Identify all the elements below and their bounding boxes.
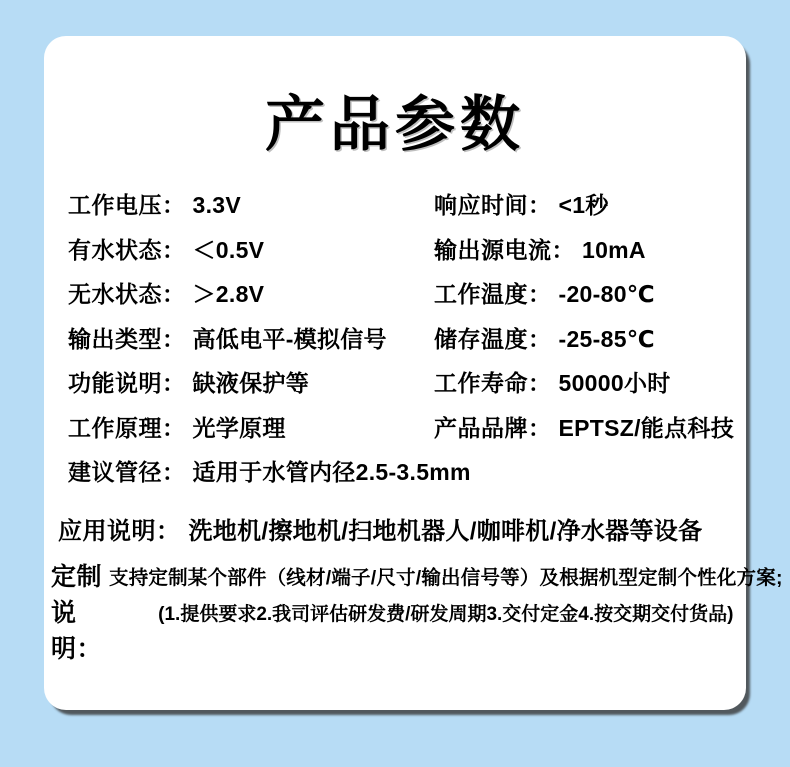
spec-row-response-time [434,187,746,232]
application-note-row [44,511,746,546]
spec-row-working-temperature [434,276,746,321]
spec-value: 缺液保护等 [192,370,309,396]
spec-row-storage-temperature [434,321,746,366]
spec-value: 3.3V [192,192,242,218]
spec-label: 输出源电流： [434,236,575,263]
spec-value: 光学原理 [192,414,286,441]
application-value: 洗地机/擦地机/扫地机器人/咖啡机/净水器等设备 [188,517,703,545]
spec-row-working-lifetime [434,365,746,410]
product-parameters-card [44,36,783,710]
spec-value: 高低电平-模拟信号 [192,325,387,352]
spec-row-output-source-current [434,232,746,277]
spec-label: 输出类型： [68,325,186,352]
spec-value: -20-80℃ [558,281,655,307]
spec-label: 响应时间： [434,192,552,218]
spec-label: 储存温度： [434,325,552,352]
application-label: 应用说明： [58,517,181,545]
spec-value: 50000小时 [558,370,671,396]
spec-value: 适用于水管内径2.5-3.5mm [192,459,471,485]
customization-label: 定制说明： [51,562,103,663]
spec-value: 10mA [582,236,646,263]
spec-row-output-type [68,321,434,366]
customization-value: 支持定制某个部件（线材/端子/尺寸/输出信号等）及根据机型定制个性化方案; [109,566,783,589]
spec-label: 建议管径： [68,459,186,485]
spec-row-no-water-state [68,276,434,321]
spec-value: <1秒 [558,192,609,218]
spec-label: 工作电压： [68,192,186,218]
spec-value: EPTSZ/能点科技 [558,414,735,441]
spec-label: 工作温度： [434,281,552,307]
spec-label: 产品品牌： [434,414,552,441]
spec-row-product-brand [434,410,746,455]
customization-note-row [44,557,783,665]
spec-row-recommended-pipe-diameter [68,454,471,499]
spec-value: ＞2.8V [192,281,265,307]
spec-row-working-principle [68,410,434,455]
page-title: 产品参数 [265,91,525,158]
spec-label: 工作原理： [68,414,186,441]
spec-column-right [434,187,746,499]
spec-row-function-description [68,365,434,410]
customization-process-note: (1.提供要求2.我司评估研发费/研发周期3.交付定金4.按交期交付货品) [158,603,734,625]
spec-row-working-voltage [68,187,434,232]
spec-label: 工作寿命： [434,370,552,396]
customization-body [109,557,783,626]
spec-column-left [68,187,471,499]
spec-value: ＜0.5V [192,236,265,263]
spec-row-water-present-state [68,232,434,277]
spec-label: 有水状态： [68,236,186,263]
spec-grid [44,187,746,499]
spec-label: 无水状态： [68,281,186,307]
spec-label: 功能说明： [68,370,186,396]
spec-value: -25-85℃ [558,325,655,352]
